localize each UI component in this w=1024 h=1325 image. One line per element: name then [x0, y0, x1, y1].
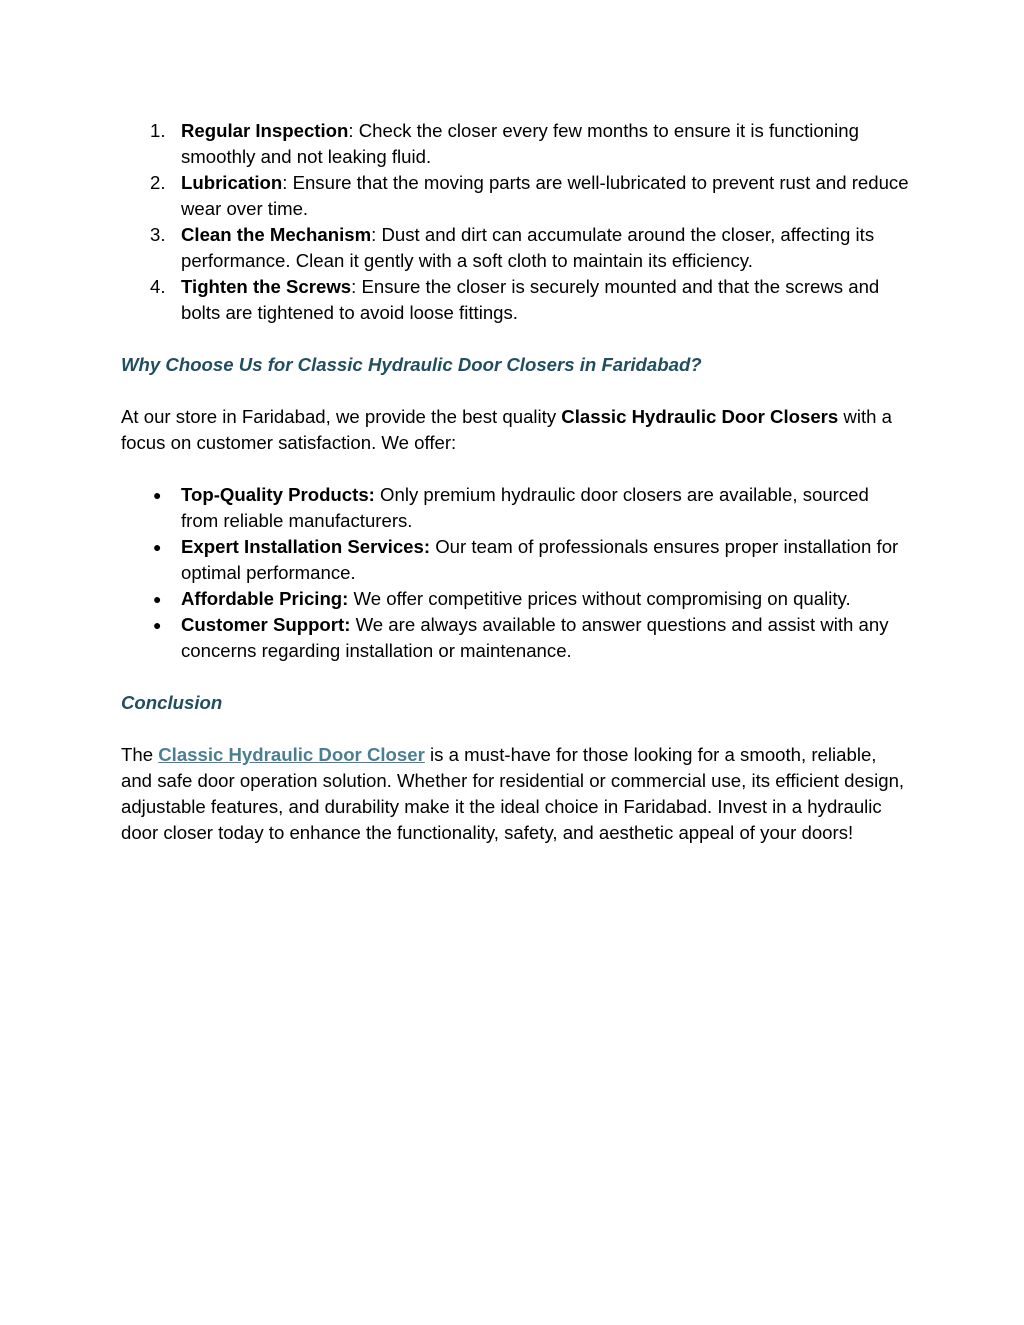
step-text: : Ensure the closer is securely mounted and that the screws and bolts are tightened to avoid loose fittings.	[181, 276, 880, 323]
list-item	[121, 274, 911, 326]
step-title: Clean the Mechanism	[181, 224, 372, 245]
step-title: Tighten the Screws	[181, 276, 352, 297]
step-text: : Dust and dirt can accumulate around the closer, affecting its performance. Clean it gently with a soft cloth to maintain its efficiency.	[181, 224, 875, 271]
conclusion-text-end: is a must-have for those looking for a smooth, reliable, and safe door operation solution. Whether for residential or commercial use, its efficient design, adjustable features, and durability make it the ideal choice in Faridabad. Invest in a hydraulic door closer today to enhance the functionality, safety, and aesthetic appeal of your doors!	[121, 744, 905, 843]
conclusion-text: The	[121, 744, 159, 765]
benefit-text: Only premium hydraulic door closers are available, sourced from reliable manufacturers.	[181, 484, 869, 531]
list-item	[121, 534, 911, 586]
bullet-icon: ●	[153, 591, 162, 607]
intro-bold-text: Classic Hydraulic Door Closers	[561, 406, 839, 427]
list-item	[121, 482, 911, 534]
list-number: 4.	[150, 276, 166, 297]
why-choose-heading: Why Choose Us for Classic Hydraulic Door Closers in Faridabad?	[121, 354, 702, 375]
benefit-text: Our team of professionals ensures proper installation for optimal performance.	[181, 536, 899, 583]
intro-text: At our store in Faridabad, we provide the best quality	[121, 406, 562, 427]
list-item	[121, 170, 911, 222]
benefit-title: Expert Installation Services:	[181, 536, 431, 557]
classic-hydraulic-door-closer-link[interactable]: Classic Hydraulic Door Closer	[158, 744, 425, 765]
benefit-title: Customer Support:	[181, 614, 351, 635]
step-title: Regular Inspection	[181, 120, 349, 141]
conclusion-heading: Conclusion	[121, 692, 223, 713]
list-item	[121, 612, 911, 664]
benefit-title: Affordable Pricing:	[181, 588, 349, 609]
list-number: 1.	[150, 120, 166, 141]
list-number: 3.	[150, 224, 166, 245]
list-item	[121, 586, 911, 612]
bullet-icon: ●	[153, 487, 162, 503]
benefits-list	[121, 482, 911, 664]
list-number: 2.	[150, 172, 166, 193]
intro-text-end: with a focus on customer satisfaction. We offer:	[121, 406, 892, 453]
why-choose-intro	[121, 404, 911, 456]
step-title: Lubrication	[181, 172, 283, 193]
maintenance-steps-list	[121, 118, 911, 326]
benefit-title: Top-Quality Products:	[181, 484, 375, 505]
list-item	[121, 222, 911, 274]
step-text: : Check the closer every few months to ensure it is functioning smoothly and not leaking fluid.	[181, 120, 859, 167]
list-item	[121, 118, 911, 170]
benefit-text: We are always available to answer questions and assist with any concerns regarding installation or maintenance.	[181, 614, 889, 661]
step-text: : Ensure that the moving parts are well-lubricated to prevent rust and reduce wear over time.	[181, 172, 909, 219]
conclusion-paragraph	[121, 742, 911, 846]
benefit-text: We offer competitive prices without compromising on quality.	[348, 588, 851, 609]
bullet-icon: ●	[153, 617, 162, 633]
bullet-icon: ●	[153, 539, 162, 555]
document-page	[121, 118, 911, 846]
